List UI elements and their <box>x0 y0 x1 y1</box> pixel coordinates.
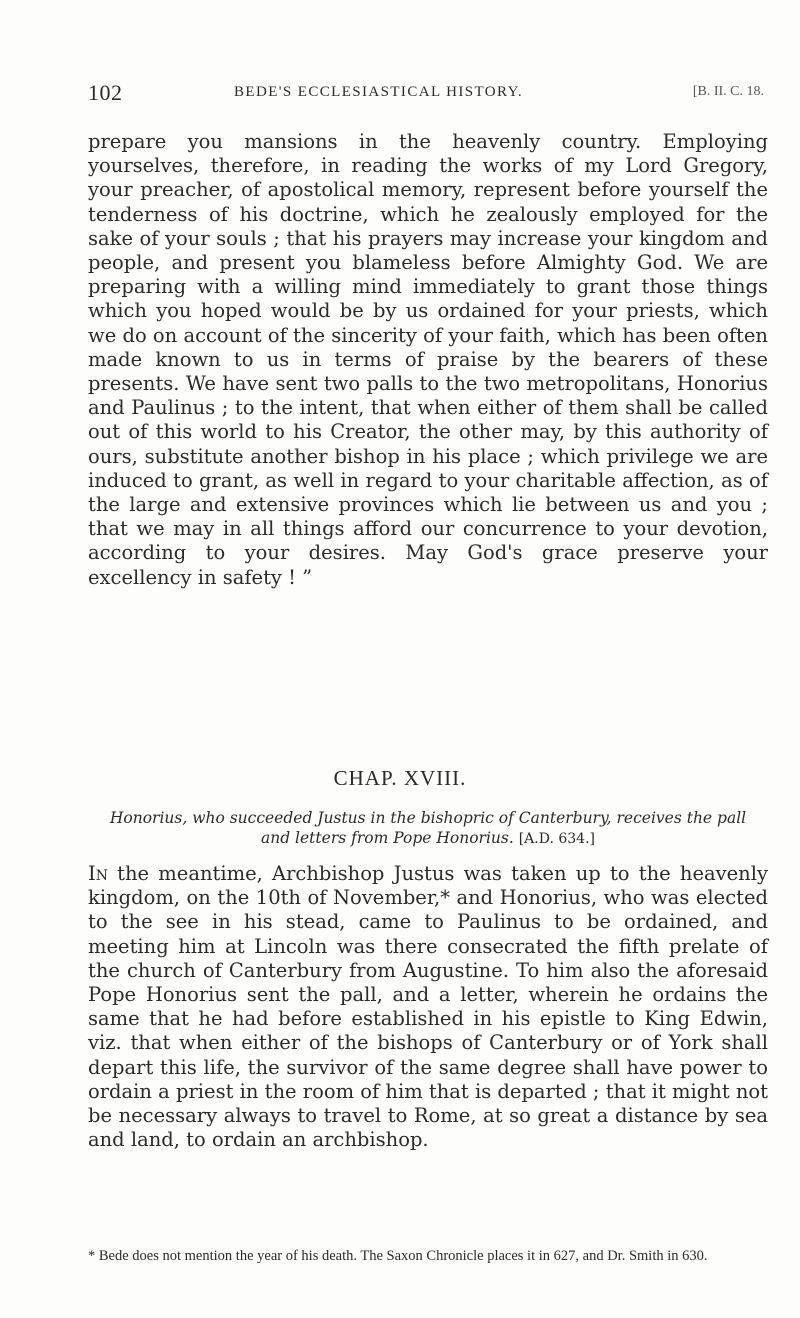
footnote: * Bede does not mention the year of his death. The Saxon Chronicle places it in 627, and Dr. Smith in 630. <box>88 1248 708 1264</box>
book-chapter-reference: [B. II. C. 18. <box>692 84 764 99</box>
page-header <box>88 80 768 106</box>
letter-paragraph: prepare you mansions in the heavenly country. Employing yourselves, therefore, in reading the works of my Lord Gregory, your preacher, of apostolical memory, represent before yourself the tenderness of his doctrine, which he zealously employed for the sake of your souls ; that his prayers may increase your kingdom and people, and present you blameless before Almighty God. We are preparing with a willing mind immediately to grant those things which you hoped would be by us ordained for your priests, which we do on account of the sincerity of your faith, which has been often made known to us in terms of praise by the bearers of these presents. We have sent two palls to the two metropolitans, Honorius and Paulinus ; to the intent, that when either of them shall be called out of this world to his Creator, the other may, by this authority of ours, substitute another bishop in his place ; which privilege we are induced to grant, as well in regard to your charitable affection, as of the large and extensive provinces which lie between us and you ; that we may in all things afford our concurrence to your devotion, according to your desires. May God's grace preserve your excellency in safety ! ” <box>88 130 768 589</box>
page-number: 102 <box>88 80 123 105</box>
chapter-paragraph <box>88 862 768 1152</box>
chapter-heading: CHAP. XVIII. <box>333 766 467 790</box>
chapter-summary-text: Honorius, who succeeded Justus in the bishopric of Canterbury, receives the pall and letters from Pope Honorius. <box>109 809 747 847</box>
running-head: BEDE'S ECCLESIASTICAL HISTORY. <box>234 84 524 100</box>
chapter-body-text: the meantime, Archbishop Justus was taken up to the heavenly kingdom, on the 10th of November,* and Honorius, who was elected to the see in his stead, came to Paulinus to be ordained, and meeting him at Lincoln was there consecrated the fifth prelate of the church of Canterbury from Augustine. To him also the aforesaid Pope Honorius sent the pall, and a letter, wherein he ordains the same that he had before established in his epistle to King Edwin, viz. that when either of the bishops of Canterbury or of York shall depart this life, the survivor of the same degree shall have power to ordain a priest in the room of him that is departed ; that it might not be necessary always to travel to Rome, at so great a distance by sea and land, to ordain an archbishop. <box>88 862 768 1152</box>
chapter-opening-word: In <box>88 862 108 885</box>
chapter-date: [A.D. 634.] <box>518 831 595 847</box>
chapter-summary <box>96 808 760 849</box>
